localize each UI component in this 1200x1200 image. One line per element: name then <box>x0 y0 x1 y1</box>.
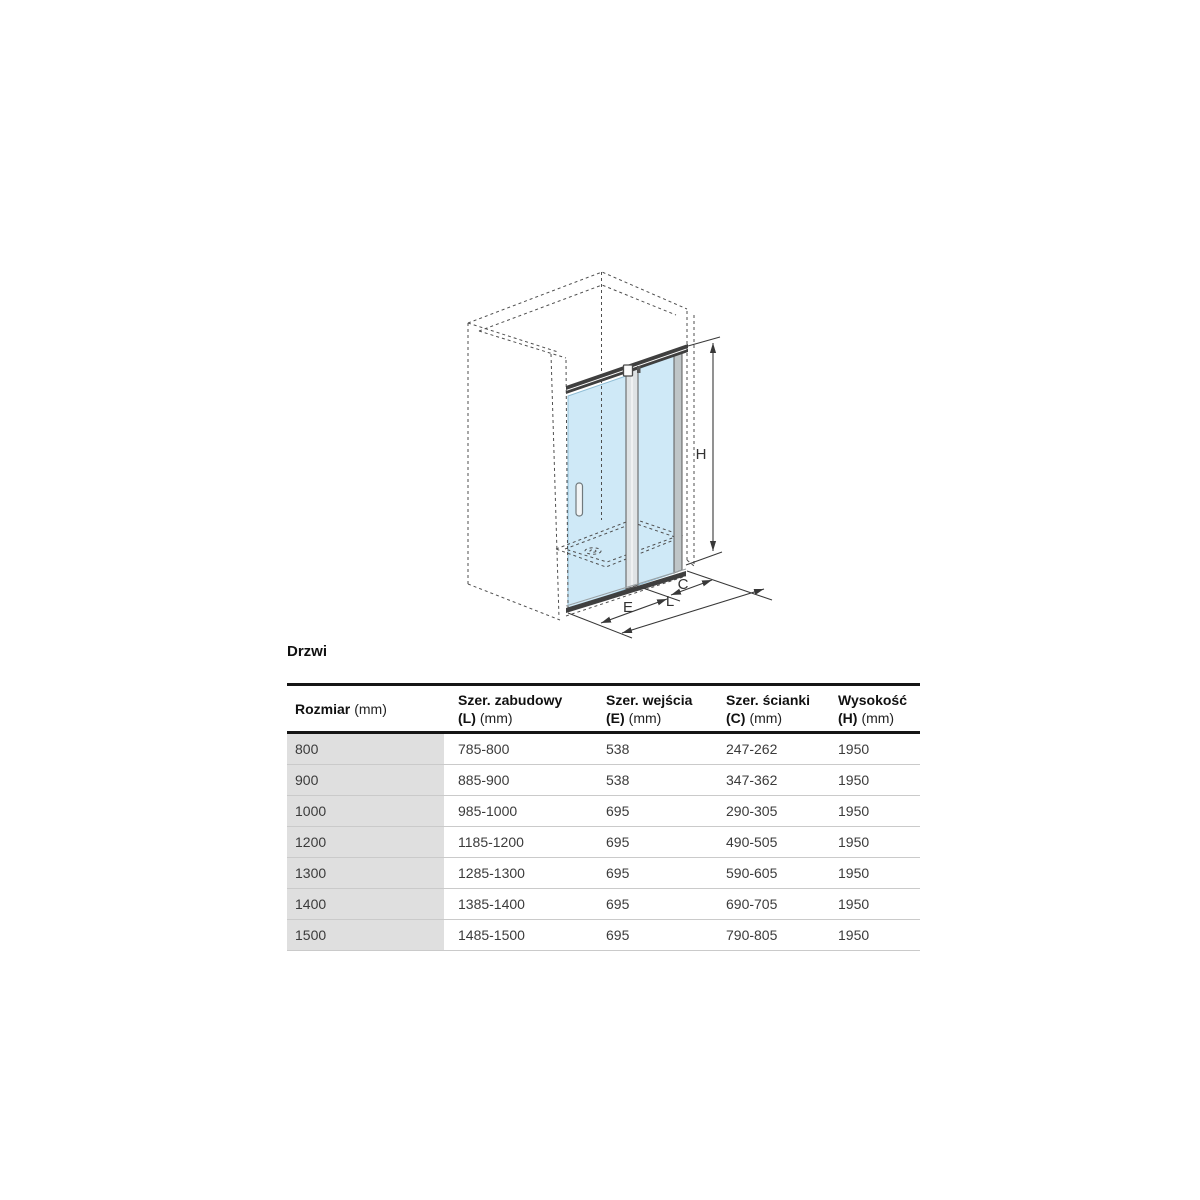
table-cell: 900 <box>287 765 444 796</box>
table-cell: 1950 <box>830 889 920 920</box>
table-cell: 1200 <box>287 827 444 858</box>
table-row <box>287 858 920 889</box>
rail-roller <box>637 366 641 373</box>
table-cell: 695 <box>598 889 718 920</box>
table-cell: 1285-1300 <box>444 858 598 889</box>
table-row <box>287 920 920 951</box>
dim-label-total-width: L <box>665 593 675 610</box>
h-extension-bottom <box>686 552 722 565</box>
h-extension-top <box>688 337 720 346</box>
table-cell: 1485-1500 <box>444 920 598 951</box>
table-cell: 885-900 <box>444 765 598 796</box>
table-cell: 347-362 <box>718 765 830 796</box>
extension-left <box>568 613 632 638</box>
table-cell: 785-800 <box>458 741 510 757</box>
table-cell: 1950 <box>830 858 920 889</box>
table-cell: 590-605 <box>718 858 830 889</box>
column-header-szer-wejscia: Szer. wejścia (E) (mm) <box>598 685 718 733</box>
table-cell: 695 <box>598 920 718 951</box>
table-cell: 290-305 <box>718 796 830 827</box>
left-wall-front-outer-edge <box>551 354 559 618</box>
door-glass <box>568 356 674 611</box>
table-cell: 1950 <box>838 741 870 757</box>
glass-panel-fixed <box>638 356 674 585</box>
table-cell: 1500 <box>287 920 444 951</box>
dimension-e <box>601 599 667 623</box>
dimension-l <box>622 589 764 633</box>
table-cell: 695 <box>598 796 718 827</box>
left-wall-bottom-edge <box>468 584 560 620</box>
table-cell: 790-805 <box>718 920 830 951</box>
size-table <box>287 683 920 951</box>
table-cell: 985-1000 <box>444 796 598 827</box>
table-cell: 1950 <box>830 827 920 858</box>
size-spec <box>287 643 920 951</box>
dim-label-wall-panel: C <box>677 576 689 593</box>
table-cell: 247-262 <box>726 741 778 757</box>
table-header-row <box>287 685 920 733</box>
table-cell: 1950 <box>830 765 920 796</box>
dim-label-height: H <box>695 446 707 463</box>
table-cell: 490-505 <box>718 827 830 858</box>
table-row <box>287 733 920 765</box>
table-cell: 1400 <box>287 889 444 920</box>
table-cell: 1300 <box>287 858 444 889</box>
table-cell: 695 <box>598 858 718 889</box>
table-cell: 1385-1400 <box>444 889 598 920</box>
table-cell: 695 <box>598 827 718 858</box>
table-cell: 800 <box>287 733 444 765</box>
table-row <box>287 796 920 827</box>
left-wall-top-inner <box>479 331 566 358</box>
table-cell: 538 <box>606 741 630 757</box>
column-header-szer-zabudowy: Szer. zabudowy (L) (mm) <box>444 685 598 733</box>
table-cell: 1950 <box>830 796 920 827</box>
table-row <box>287 889 920 920</box>
table-cell: 690-705 <box>718 889 830 920</box>
table-row <box>287 765 920 796</box>
table-cell: 1950 <box>830 920 920 951</box>
table-cell: 538 <box>598 765 718 796</box>
ceiling-edge-outer <box>468 272 687 323</box>
column-header-rozmiar: Rozmiar (mm) <box>287 685 444 733</box>
size-table-body <box>287 733 920 951</box>
dim-label-entrance: E <box>622 599 634 616</box>
left-wall-top-outer <box>468 323 558 352</box>
column-header-szer-scianki: Szer. ścianki (C) (mm) <box>718 685 830 733</box>
right-wall-profile <box>674 352 682 573</box>
extension-right <box>687 571 772 600</box>
column-header-wysokosc: Wysokość (H) (mm) <box>830 685 920 733</box>
rail-bracket <box>624 365 633 376</box>
section-title: Drzwi <box>287 643 328 660</box>
table-cell: 1000 <box>287 796 444 827</box>
table-cell: 1185-1200 <box>444 827 598 858</box>
table-row <box>287 827 920 858</box>
door-handle <box>576 483 583 516</box>
